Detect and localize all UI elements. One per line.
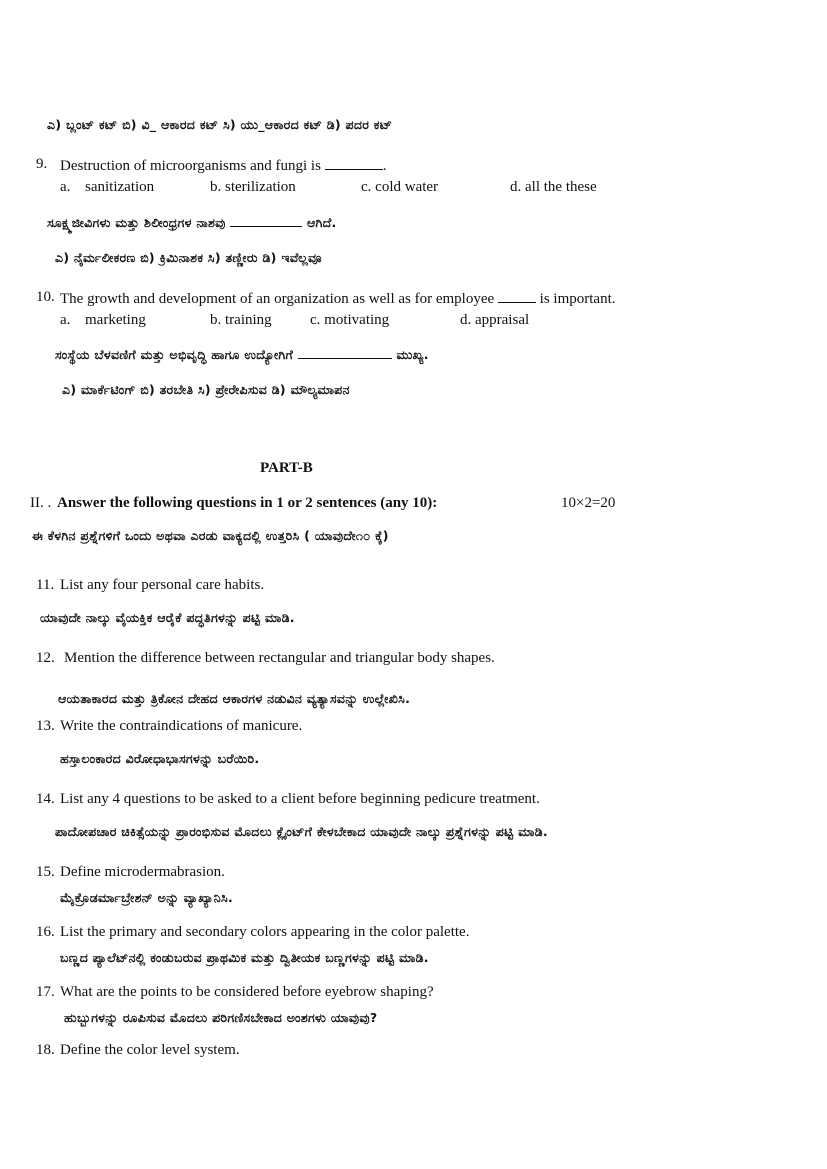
q9-text-after: . — [382, 158, 387, 174]
q15-question: Define microdermabrasion. — [60, 864, 225, 880]
section-marks: 10×2=20 — [561, 495, 616, 511]
q9-number: 9. — [36, 156, 48, 172]
q13-question: Write the contraindications of manicure. — [60, 718, 303, 734]
q10-option-c: c. motivating — [310, 312, 390, 328]
q10-kannada-question — [55, 346, 429, 362]
q10-kannada-blank — [298, 346, 392, 359]
q9-kannada-text-before: ಸೂಕ್ಷ್ಮಜೀವಿಗಳು ಮತ್ತು ಶಿಲೀಂಧ್ರಗಳ ನಾಶವು — [47, 215, 226, 230]
q16-question: List the primary and secondary colors appearing in the color palette. — [60, 924, 470, 940]
q8-kannada-options: ಎ) ಬ್ಲಂಟ್ ಕಟ್ ಬಿ) ವಿ_ ಆಕಾರದ ಕಟ್ ಸಿ) ಯು_ಆಕಾರದ ಕಟ್ ಡಿ) ಪದರ ಕಟ್ — [47, 117, 393, 132]
q9-text-before: Destruction of microorganisms and fungi is — [60, 158, 321, 174]
q14-question: List any 4 questions to be asked to a client before beginning pedicure treatment. — [60, 791, 540, 807]
q16-kannada: ಬಣ್ಣದ ಪ್ಯಾಲೆಟ್‌ನಲ್ಲಿ ಕಂಡುಬರುವ ಪ್ರಾಥಮಿಕ ಮತ್ತು ದ್ವಿತೀಯಕ ಬಣ್ಣಗಳನ್ನು ಪಟ್ಟಿ ಮಾಡಿ. — [60, 950, 429, 965]
section-instruction: Answer the following questions in 1 or 2 sentences (any 10): — [57, 495, 438, 511]
q9-option-b: b. sterilization — [210, 179, 296, 195]
q17-kannada: ಹುಬ್ಬುಗಳನ್ನು ರೂಪಿಸುವ ಮೊದಲು ಪರಿಗಣಿಸಬೇಕಾದ ಅಂಶಗಳು ಯಾವುವು? — [64, 1010, 378, 1025]
q12-number: 12. — [36, 650, 55, 666]
q9-option-a-letter: a. — [60, 179, 71, 195]
part-b-title: PART-B — [260, 460, 313, 476]
q10-option-a-letter: a. — [60, 312, 71, 328]
q13-number: 13. — [36, 718, 55, 734]
q9-kannada-blank — [230, 214, 302, 227]
q9-question — [60, 157, 386, 174]
section-kannada-instruction: ಈ ಕೆಳಗಿನ ಪ್ರಶ್ನೆಗಳಿಗೆ ಒಂದು ಅಥವಾ ಎರಡು ವಾಕ್ಯದಲ್ಲಿ ಉತ್ತರಿಸಿ ( ಯಾವುದೇ೧೦ ಕ್ಕೆ) — [32, 528, 389, 543]
q10-option-a: marketing — [85, 312, 146, 328]
q10-text-before: The growth and development of an organization as well as for employee — [60, 291, 495, 307]
q11-number: 11. — [36, 577, 55, 593]
q12-question: Mention the difference between rectangular and triangular body shapes. — [64, 650, 495, 666]
q9-answer-blank — [325, 157, 383, 170]
q15-kannada: ಮೈಕ್ರೊಡರ್ಮಾಬ್ರೇಶನ್ ಅನ್ನು ವ್ಯಾಖ್ಯಾನಿಸಿ. — [60, 890, 234, 905]
q13-kannada: ಹಸ್ತಾಲಂಕಾರದ ವಿರೋಧಾಭಾಸಗಳನ್ನು ಬರೆಯಿರಿ. — [60, 751, 260, 766]
section-number: II. . — [30, 495, 52, 511]
q10-number: 10. — [36, 289, 55, 305]
q17-number: 17. — [36, 984, 55, 1000]
q9-option-a: sanitization — [85, 179, 155, 195]
q11-kannada: ಯಾವುದೇ ನಾಲ್ಕು ವೈಯಕ್ತಿಕ ಆರೈಕೆ ಪದ್ಧತಿಗಳನ್ನು ಪಟ್ಟಿ ಮಾಡಿ. — [40, 610, 295, 625]
q18-number: 18. — [36, 1042, 55, 1058]
q11-question: List any four personal care habits. — [60, 577, 265, 593]
q10-text-after: is important. — [539, 291, 616, 307]
q10-kannada-text-after: ಮುಖ್ಯ. — [396, 347, 429, 362]
q17-question: What are the points to be considered before eyebrow shaping? — [60, 984, 434, 1000]
q14-number: 14. — [36, 791, 55, 807]
q10-question — [60, 290, 616, 307]
q9-kannada-options: ಎ) ನೈರ್ಮಲೀಕರಣ ಬಿ) ಕ್ರಿಮಿನಾಶಕ ಸಿ) ತಣ್ಣೀರು ಡಿ) ಇವೆಲ್ಲವೂ — [55, 250, 322, 265]
q9-kannada-question — [47, 214, 337, 230]
q10-option-d: d. appraisal — [460, 312, 530, 328]
q9-kannada-text-after: ಆಗಿದೆ. — [306, 215, 337, 230]
q10-answer-blank — [498, 290, 536, 303]
q12-kannada: ಆಯತಾಕಾರದ ಮತ್ತು ತ್ರಿಕೋನ ದೇಹದ ಆಕಾರಗಳ ನಡುವಿನ ವ್ಯತ್ಯಾಸವನ್ನು ಉಲ್ಲೇಖಿಸಿ. — [58, 691, 411, 706]
q16-number: 16. — [36, 924, 55, 940]
q14-kannada: ಪಾದೋಪಚಾರ ಚಿಕಿತ್ಸೆಯನ್ನು ಪ್ರಾರಂಭಿಸುವ ಮೊದಲು ಕ್ಲೈಂಟ್‌ಗೆ ಕೇಳಬೇಕಾದ ಯಾವುದೇ ನಾಲ್ಕು ಪ್ರಶ್ನೆಗಳನ್ನು ಪಟ್ಟಿ ಮಾಡಿ. — [55, 824, 548, 839]
q9-option-d: d. all the these — [510, 179, 597, 195]
q10-kannada-options: ಎ) ಮಾರ್ಕೆಟಿಂಗ್ ಬಿ) ತರಬೇತಿ ಸಿ) ಪ್ರೇರೇಪಿಸುವ ಡಿ) ಮೌಲ್ಯಮಾಪನ — [62, 382, 350, 397]
q10-kannada-text-before: ಸಂಸ್ಥೆಯ ಬೆಳವಣಿಗೆ ಮತ್ತು ಅಭಿವೃದ್ಧಿ ಹಾಗೂ ಉದ್ಯೋಗಿಗೆ — [55, 347, 294, 362]
q9-option-c: c. cold water — [361, 179, 439, 195]
q18-question: Define the color level system. — [60, 1042, 240, 1058]
q10-option-b: b. training — [210, 312, 272, 328]
q15-number: 15. — [36, 864, 55, 880]
